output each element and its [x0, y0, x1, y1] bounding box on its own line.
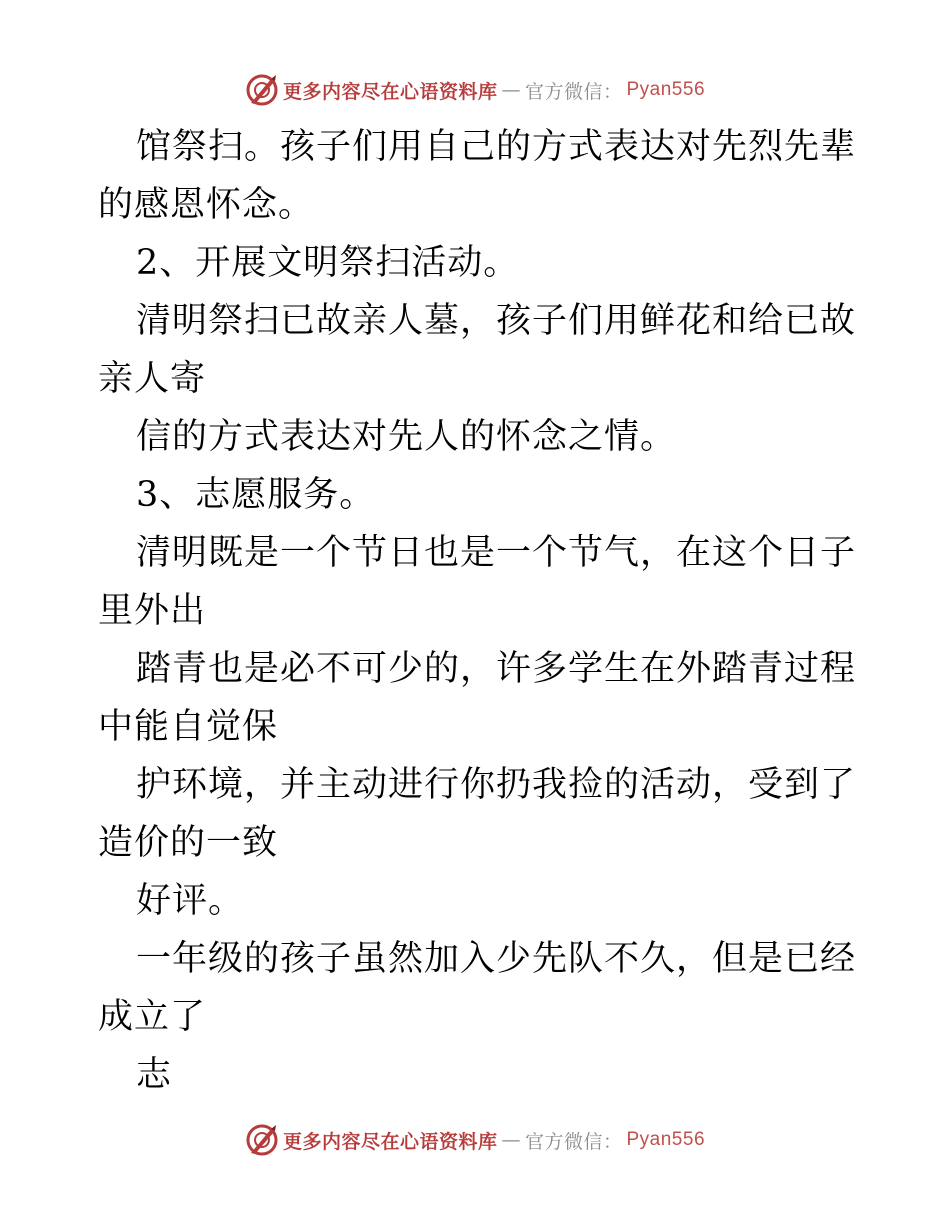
footer-banner-inner: [245, 1123, 705, 1157]
header-banner-wechat-label: 官方微信：: [524, 80, 623, 103]
paragraph: 馆祭扫。孩子们用自己的方式表达对先烈先辈的感恩怀念。: [98, 127, 857, 225]
footer-banner: [0, 1120, 950, 1160]
header-banner-separator: —: [501, 79, 521, 101]
document-body: [98, 118, 858, 1104]
paragraph: 好评。: [136, 881, 245, 921]
paragraph: 信的方式表达对先人的怀念之情。: [136, 417, 677, 457]
paragraph: 清明祭扫已故亲人墓，孩子们用鲜花和给已故亲人寄: [98, 301, 857, 399]
paragraph: 踏青也是必不可少的，许多学生在外踏青过程中能自觉保: [98, 649, 857, 747]
paragraph: 2、开展文明祭扫活动。: [136, 243, 520, 283]
footer-banner-separator: —: [501, 1129, 521, 1151]
quill-logo-icon: [245, 73, 279, 107]
paragraph: 清明既是一个节日也是一个节气，在这个日子里外出: [98, 533, 857, 631]
paragraph: 护环境，并主动进行你扔我捡的活动，受到了造价的一致: [98, 765, 857, 863]
footer-banner-wechat-label: 官方微信：: [524, 1130, 623, 1153]
paragraph: 一年级的孩子虽然加入少先队不久，但是已经成立了: [98, 939, 857, 1037]
header-banner-account: Pyan556: [626, 79, 706, 100]
paragraph: 志: [136, 1055, 173, 1095]
header-banner: [0, 70, 950, 110]
footer-banner-title: 更多内容尽在心语资料库: [282, 1130, 498, 1153]
paragraph: 3、志愿服务。: [136, 475, 376, 515]
header-banner-inner: [245, 73, 705, 107]
quill-logo-icon: [245, 1123, 279, 1157]
footer-banner-account: Pyan556: [626, 1129, 706, 1150]
header-banner-title: 更多内容尽在心语资料库: [282, 80, 498, 103]
